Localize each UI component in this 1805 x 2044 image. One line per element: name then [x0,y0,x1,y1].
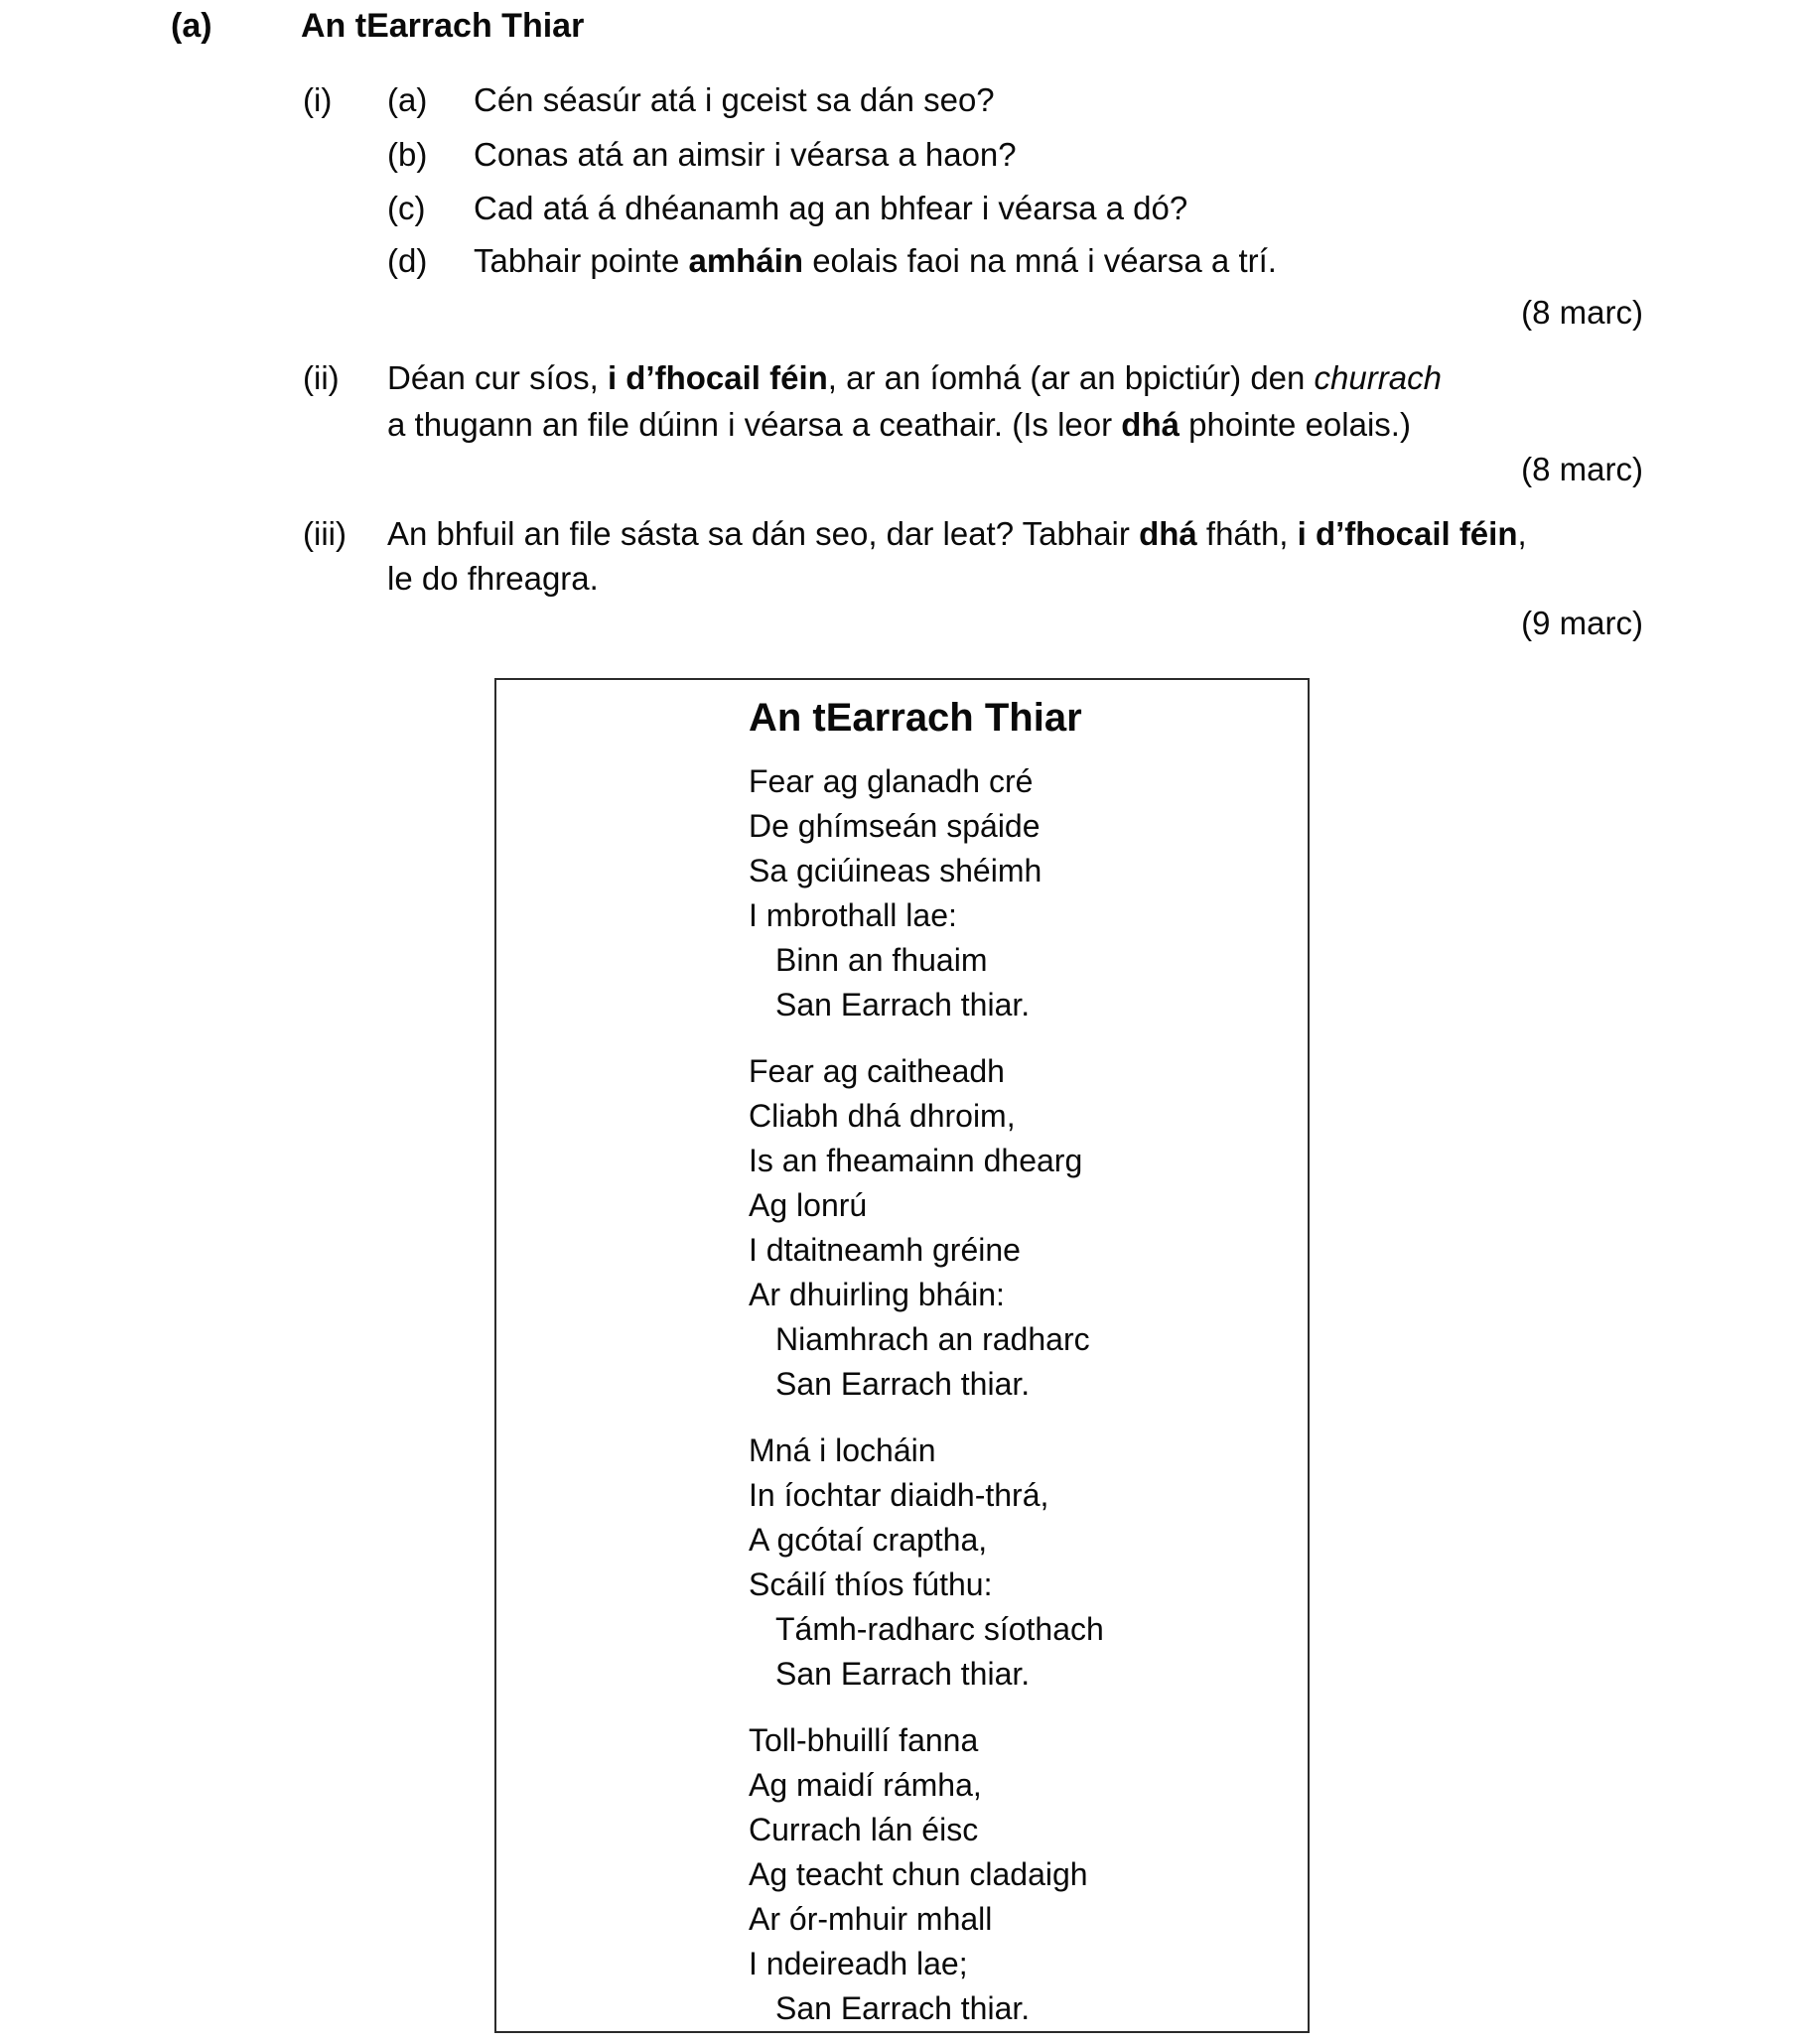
question-i-item-a-label: (a) [387,81,428,118]
question-ii-line-2: a thugann an file dúinn i véarsa a ceathair. (Is leor dhá phointe eolais.) [387,406,1411,443]
poem-line: San Earrach thiar. [775,1990,1031,2026]
poem-line: A gcótaí craptha, [749,1522,988,1558]
question-i-label: (i) [303,81,333,118]
poem-line: Ar ór-mhuir mhall [749,1901,993,1937]
poem-line: Támh-radharc síothach [775,1611,1104,1647]
poem-stanza-2 [749,1049,1308,1407]
poem-line: Fear ag caitheadh [749,1053,1005,1089]
question-i-item-d-label: (d) [387,242,428,279]
poem-line: De ghímseán spáide [749,808,1041,844]
question-i-item-c-text: Cad atá á dhéanamh ag an bhfear i véarsa a dó? [474,190,1188,226]
poem-line: Ag maidí rámha, [749,1767,982,1803]
marks-part-iii: (9 marc) [1521,605,1643,641]
poem-line: San Earrach thiar. [775,987,1031,1022]
poem-line: Mná i locháin [749,1432,936,1468]
question-ii-label: (ii) [303,359,340,396]
poem-line: Currach lán éisc [749,1812,979,1847]
marks-part-ii: (8 marc) [1521,451,1643,487]
poem-line: Cliabh dhá dhroim, [749,1098,1016,1134]
poem-title: An tEarrach Thiar [749,696,1082,740]
poem-stanza-3 [749,1429,1308,1697]
question-ii-line-1: Déan cur síos, i d’fhocail féin, ar an íomhá (ar an bpictiúr) den churrach [387,359,1442,396]
section-label: (a) [171,7,212,45]
poem-box [494,678,1310,2033]
poem-line: I ndeireadh lae; [749,1946,968,1981]
poem-line: Scáilí thíos fúthu: [749,1567,993,1602]
question-iii-line-2: le do fhreagra. [387,560,599,597]
poem-line: In íochtar diaidh-thrá, [749,1477,1049,1513]
poem-line: Fear ag glanadh cré [749,763,1034,799]
poem-line: I mbrothall lae: [749,897,957,933]
poem-line: Ag teacht chun cladaigh [749,1856,1088,1892]
poem-line: Binn an fhuaim [775,942,988,978]
question-i-item-c-label: (c) [387,190,426,226]
question-iii-line-1: An bhfuil an file sásta sa dán seo, dar leat? Tabhair dhá fháth, i d’fhocail féin, [387,515,1527,552]
question-i-item-a-text: Cén séasúr atá i gceist sa dán seo? [474,81,995,118]
poem-line: Niamhrach an radharc [775,1321,1090,1357]
question-i-item-d-text: Tabhair pointe amháin eolais faoi na mná i véarsa a trí. [474,242,1277,279]
question-i-item-b-label: (b) [387,136,428,173]
poem-line: Ar dhuirling bháin: [749,1277,1005,1312]
poem-line: I dtaitneamh gréine [749,1232,1021,1268]
poem-line: Ag lonrú [749,1187,868,1223]
poem-line: Toll-bhuillí fanna [749,1722,979,1758]
poem-line: Is an fheamainn dhearg [749,1143,1083,1178]
poem-stanza-4 [749,1718,1308,2031]
poem-stanza-1 [749,759,1308,1027]
question-iii-label: (iii) [303,515,347,552]
question-i-item-b-text: Conas atá an aimsir i véarsa a haon? [474,136,1017,173]
poem-line: San Earrach thiar. [775,1656,1031,1692]
poem-line: San Earrach thiar. [775,1366,1031,1402]
marks-part-i: (8 marc) [1521,294,1643,331]
poem-line: Sa gciúineas shéimh [749,853,1042,888]
section-title: An tEarrach Thiar [301,7,585,45]
